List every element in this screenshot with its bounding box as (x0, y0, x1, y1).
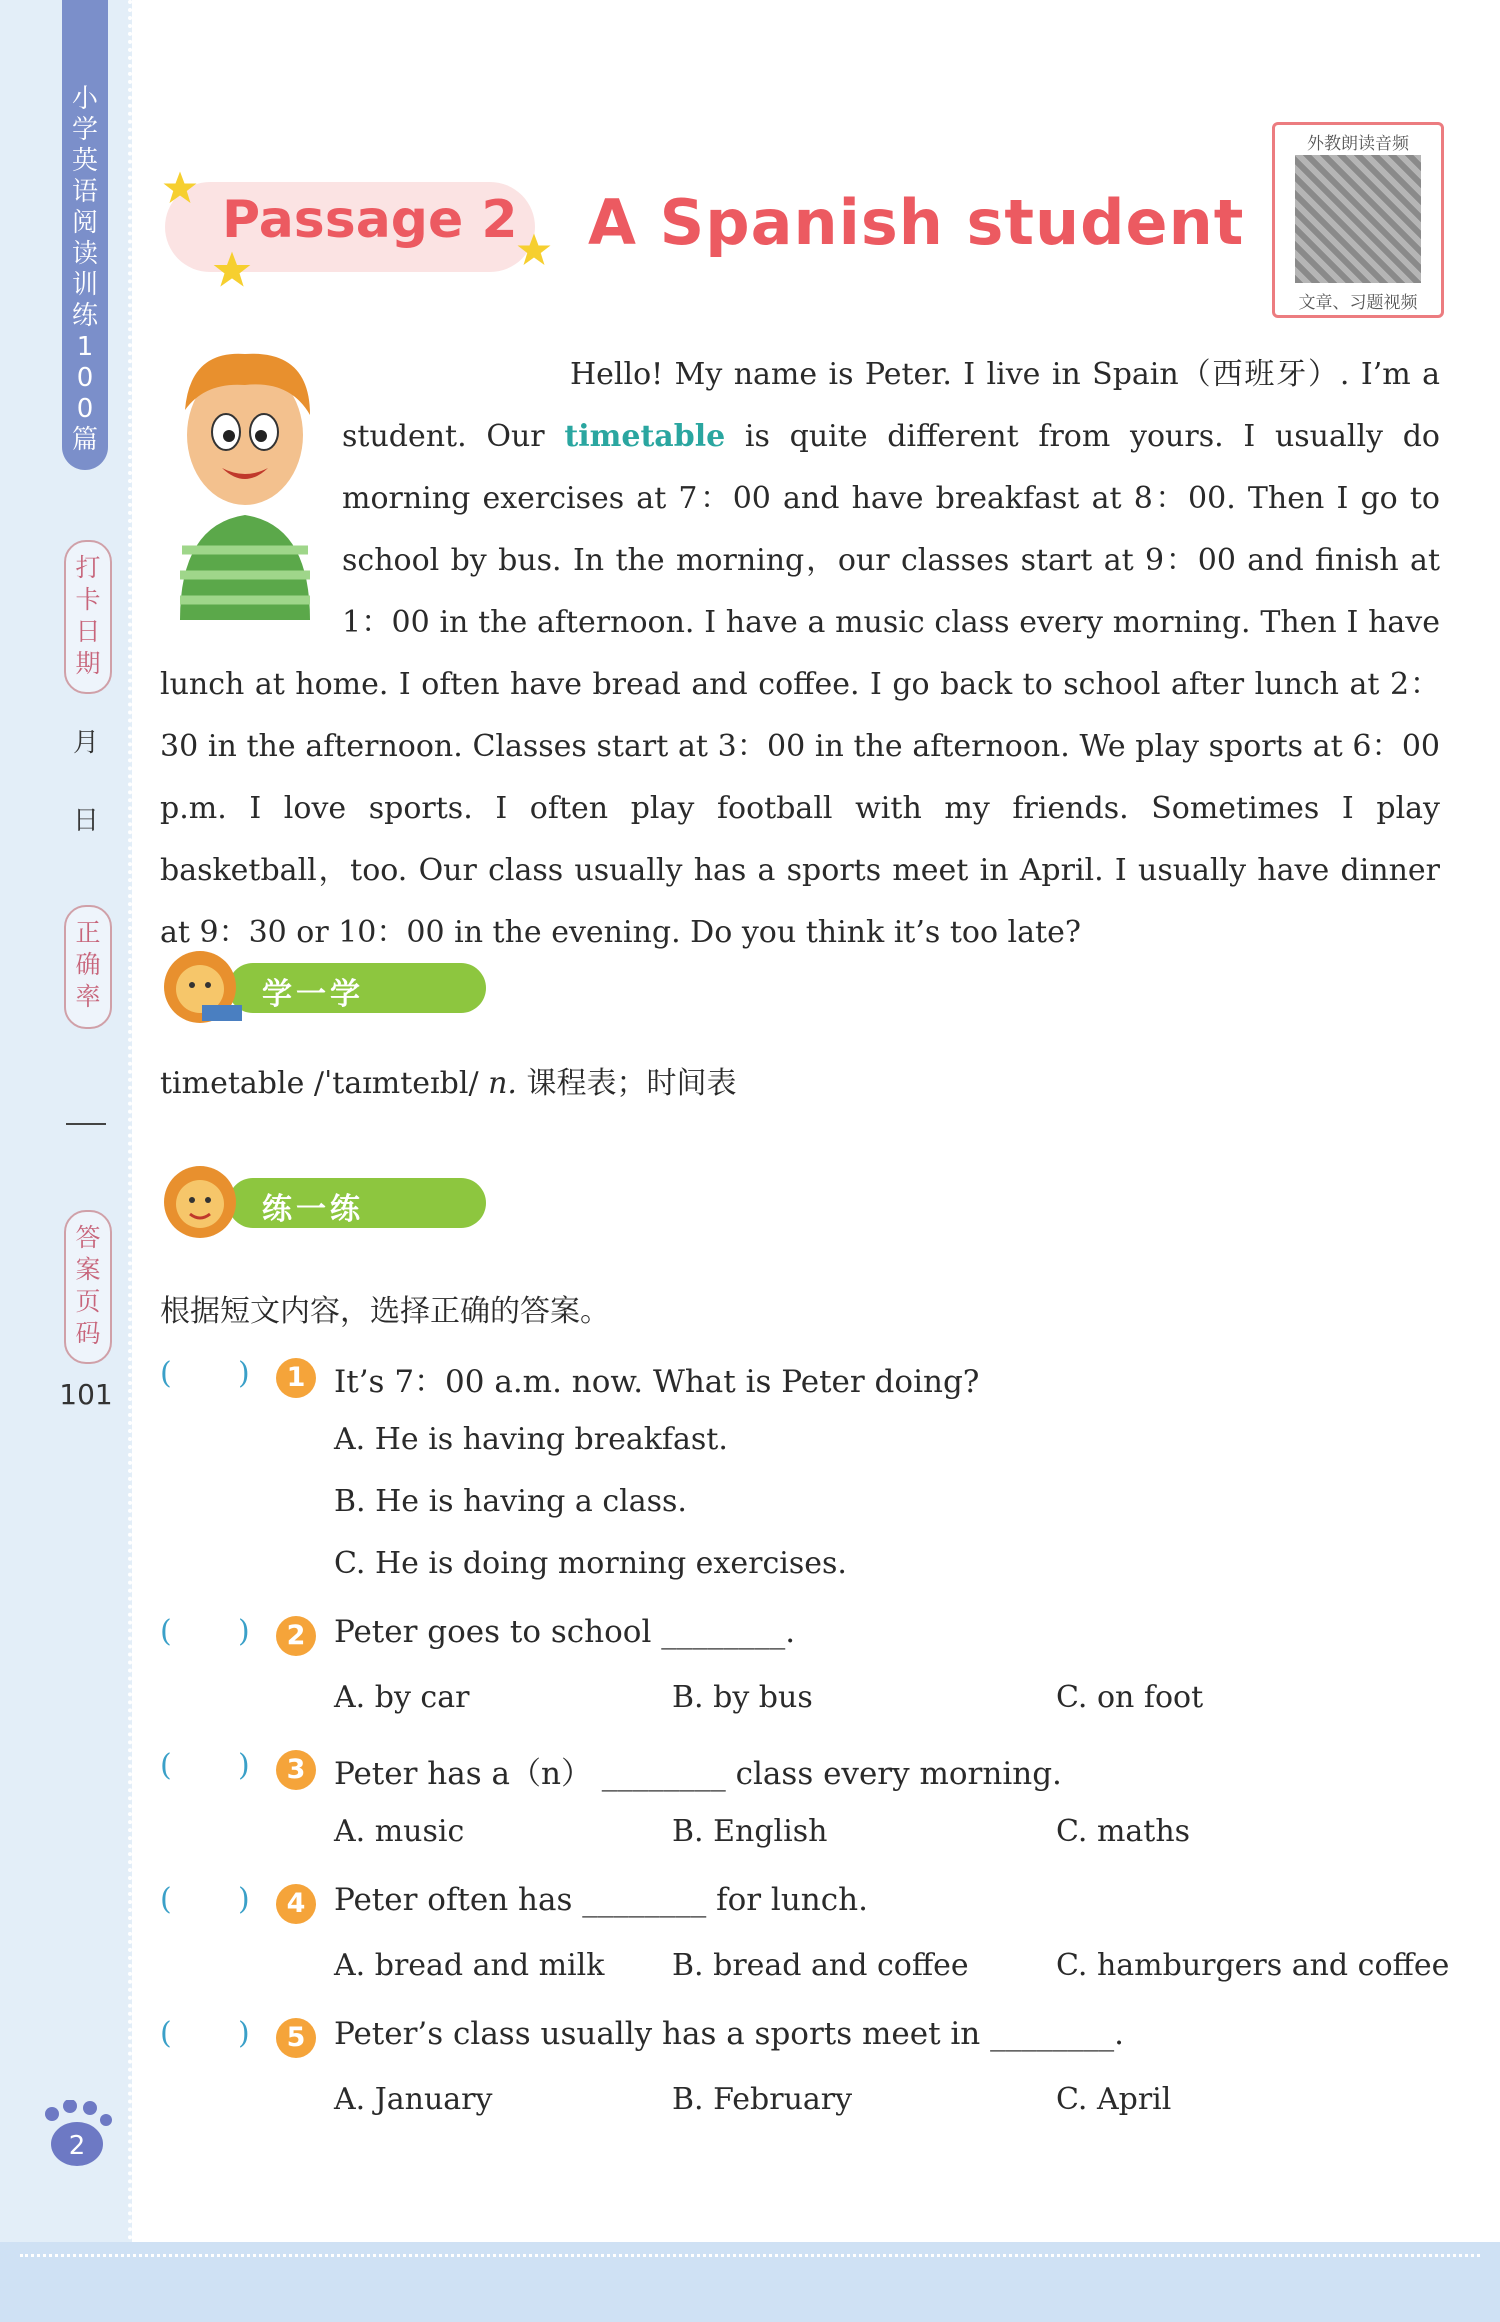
question-1 (160, 1356, 1450, 1586)
passage-part-2: is quite different from yours. I usually do morning exercises at 7：00 and have breakfast at 8：00. Then I go to school by bus. In the morning，our classes start at 9：00 and finish at 1：00 in the afternoon. I have a music class every morning. Then I have lunch at home. I often have bread and coffee. I go back to school after lunch at 2：30 in the afternoon. Classes start at 3：00 in the afternoon. We play sports at 6：00 p.m. I love sports. I often play football with my friends. Sometimes I play basketball，too. Our class usually has a sports meet in April. I usually have dinner at 9：30 or 10：00 in the evening. Do you think it’s too late? (160, 419, 1440, 950)
question-number: 1 (276, 1358, 316, 1398)
option-a: A. He is having breakfast. (334, 1422, 728, 1457)
instruction-text: 根据短文内容，选择正确的答案。 (160, 1294, 610, 1329)
option-c: C. He is doing morning exercises. (334, 1546, 847, 1581)
question-text: Peter’s class usually has a sports meet in ________. (334, 2016, 1124, 2052)
option-b: B. February (672, 2082, 853, 2117)
question-number: 4 (276, 1884, 316, 1924)
question-text: Peter goes to school ________. (334, 1614, 796, 1650)
option-b: B. He is having a class. (334, 1484, 687, 1519)
question-2 (160, 1614, 1450, 1724)
option-b: B. bread and coffee (672, 1948, 969, 1983)
checkin-date-box (64, 540, 112, 694)
accuracy-line (66, 1123, 106, 1125)
vocab-phonetic: /ˈtaɪmteɪbl/ (313, 1066, 479, 1101)
star-icon (516, 232, 552, 268)
lion-icon (158, 947, 250, 1031)
vocab-meaning: 课程表；时间表 (526, 1066, 737, 1101)
answer-page-label: 答案页码 (75, 1223, 101, 1348)
learn-badge-label: 学一学 (262, 977, 364, 1012)
qr-code (1295, 155, 1421, 283)
month-label: 月 (72, 728, 99, 758)
answer-page-box (64, 1210, 112, 1364)
accuracy-label: 正确率 (75, 918, 101, 1011)
series-tab (62, 0, 108, 470)
vocab-word: timetable (160, 1066, 305, 1101)
qr-bottom-label: 文章、习题视频 (1298, 293, 1418, 313)
day-label: 日 (72, 806, 99, 836)
option-b: B. English (672, 1814, 828, 1849)
vocab-entry (160, 1058, 737, 1102)
question-number: 3 (276, 1750, 316, 1790)
star-icon (162, 170, 198, 206)
option-a: A. January (334, 2082, 493, 2117)
lion-icon (158, 1162, 250, 1246)
question-text: Peter has a（n） ________ class every morning. (334, 1756, 1062, 1792)
option-c: C. on foot (1056, 1680, 1204, 1715)
question-text: It’s 7：00 a.m. now. What is Peter doing? (334, 1364, 980, 1400)
question-4 (160, 1882, 1450, 1992)
question-number: 2 (276, 1616, 316, 1656)
highlight-word: timetable (564, 419, 726, 454)
answer-blank[interactable]: ( ) (160, 1882, 250, 1917)
learn-badge (158, 955, 498, 1017)
option-a: A. music (334, 1814, 465, 1849)
passage-text (160, 344, 1440, 964)
option-c: C. hamburgers and coffee (1056, 1948, 1450, 1983)
answer-page-number: 101 (59, 1378, 113, 1411)
vocab-pos: n. (488, 1066, 517, 1101)
page-title: A Spanish student (588, 186, 1245, 259)
option-a: A. by car (334, 1680, 470, 1715)
passage-label: Passage 2 (222, 190, 518, 250)
bottom-decoration (0, 2242, 1500, 2322)
question-number: 5 (276, 2018, 316, 2058)
option-c: C. April (1056, 2082, 1172, 2117)
answer-blank[interactable]: ( ) (160, 2016, 250, 2051)
passage-part-1: Hello! My name is Peter. I live in Spain（西班牙）. I’m a student. Our (342, 357, 1440, 454)
question-3 (160, 1748, 1450, 1858)
practice-badge (158, 1170, 498, 1232)
answer-blank[interactable]: ( ) (160, 1356, 250, 1391)
option-a: A. bread and milk (334, 1948, 605, 1983)
answer-blank[interactable]: ( ) (160, 1614, 250, 1649)
accuracy-box (64, 905, 112, 1029)
sidebar (0, 0, 132, 2322)
question-text: Peter often has ________ for lunch. (334, 1882, 868, 1918)
boy-illustration (160, 340, 330, 620)
option-b: B. by bus (672, 1680, 813, 1715)
option-c: C. maths (1056, 1814, 1191, 1849)
qr-top-label: 外教朗读音频 (1307, 134, 1409, 154)
qr-code-box[interactable] (1272, 122, 1444, 318)
question-5 (160, 2016, 1450, 2126)
practice-badge-label: 练一练 (262, 1192, 364, 1227)
star-icon (212, 250, 252, 290)
checkin-label: 打卡日期 (75, 553, 101, 678)
page-number: 2 (68, 2131, 86, 2161)
series-title: 小学英语阅读训练100篇 (71, 84, 98, 455)
paw-page-icon (40, 2100, 114, 2170)
answer-blank[interactable]: ( ) (160, 1748, 250, 1783)
